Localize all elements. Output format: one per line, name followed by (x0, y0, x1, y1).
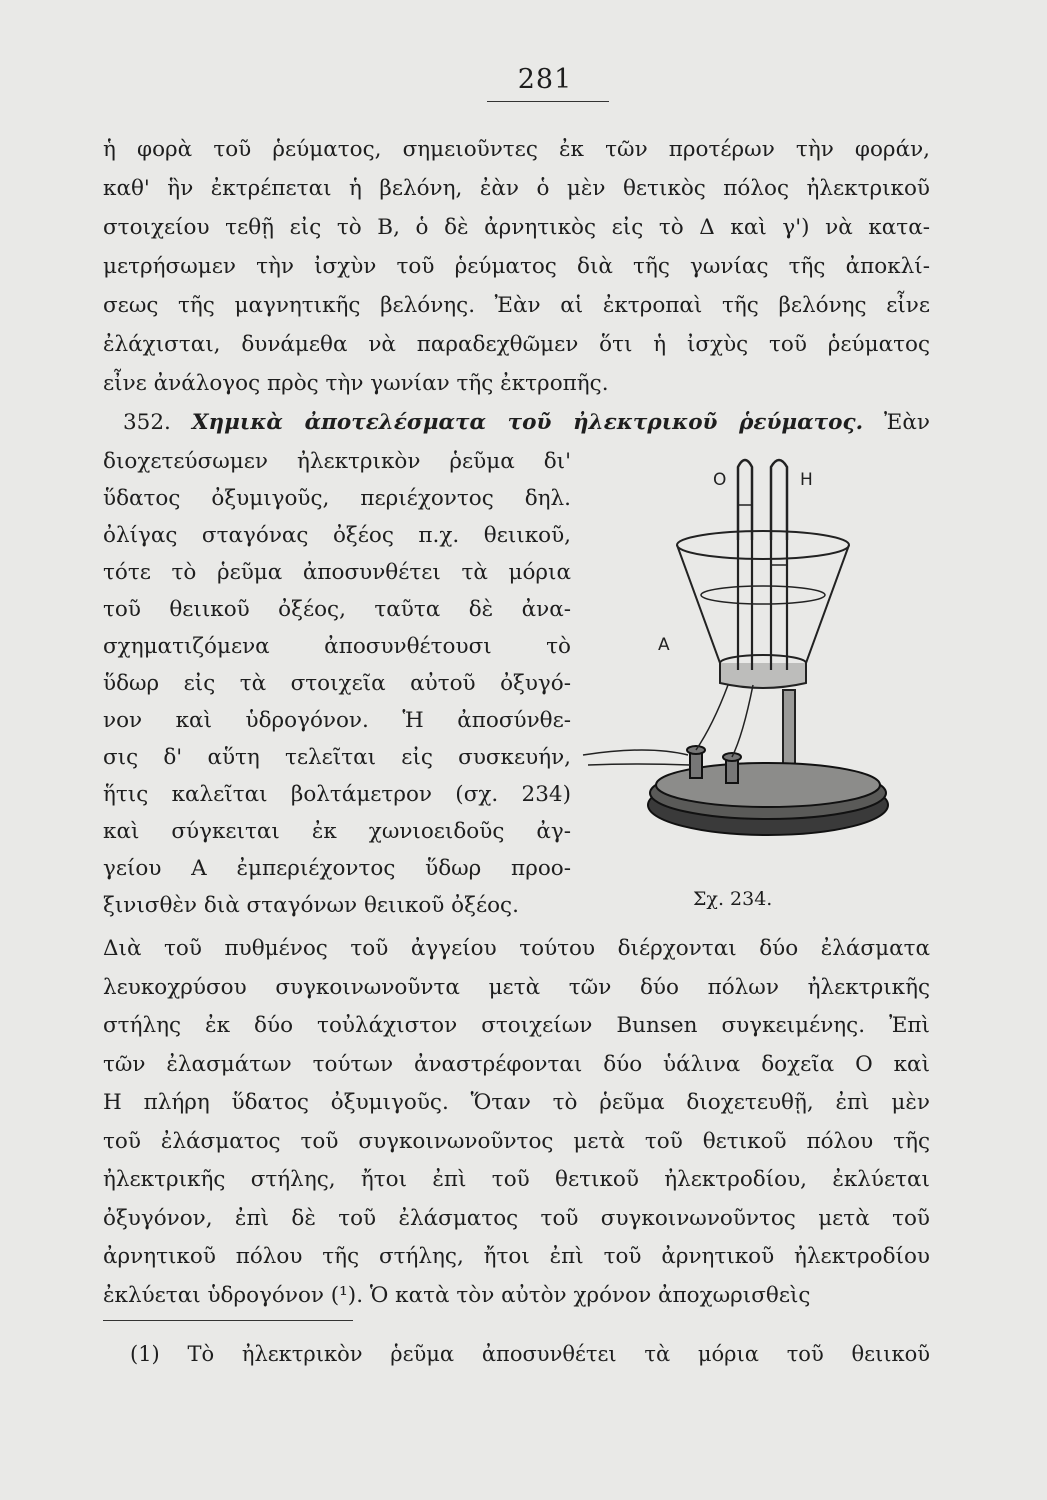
narrow-text-line: σις δ' αὕτη τελεῖται εἰς συσκευήν, (103, 745, 571, 770)
figure-caption: Σχ. 234. (693, 888, 773, 910)
label-o: O (713, 470, 727, 490)
narrow-text-line: καὶ σύγκειται ἐκ χωνιοειδοῦς ἀγ- (103, 819, 571, 844)
wide-text-line: Η πλήρη ὕδατος ὀξυμιγοῦς. Ὅταν τὸ ῥεῦμα διοχετευθῇ, ἐπὶ μὲν (103, 1090, 930, 1115)
narrow-text-line: διοχετεύσωμεν ἠλεκτρικὸν ῥεῦμα δι' (103, 449, 571, 474)
narrow-text-line: ὕδωρ εἰς τὰ στοιχεῖα αὐτοῦ ὀξυγό- (103, 671, 571, 696)
footnote-rule (103, 1320, 353, 1321)
funnel-vessel (677, 531, 849, 688)
wide-text-line: τοῦ ἐλάσματος τοῦ συγκοινωνοῦντος μετὰ τοῦ θετικοῦ πόλου τῆς (103, 1128, 930, 1154)
text-line: ἡ φορὰ τοῦ ῥεύματος, σημειοῦντες ἐκ τῶν προτέρων τὴν φοράν, (103, 137, 930, 162)
narrow-text-line: τότε τὸ ῥεῦμα ἀποσυνθέτει τὰ μόρια (103, 560, 571, 585)
wide-text-line: ἀρνητικοῦ πόλου τῆς στήλης, ἤτοι ἐπὶ τοῦ ἀρνητικοῦ ἠλεκτροδίου (103, 1244, 930, 1269)
voltameter-illustration (578, 445, 940, 870)
wide-text-line: λευκοχρύσου συγκοινωνοῦντα μετὰ τῶν δύο πόλων ἠλεκτρικῆς (103, 974, 930, 1000)
label-h: H (800, 470, 813, 490)
section-first-words: Ἐὰν (884, 410, 930, 435)
wide-text-line: στήλης ἐκ δύο τοὐλάχιστον στοιχείων Bunsen συγκειμένης. Ἐπὶ (103, 1013, 930, 1038)
section-heading-line (123, 406, 930, 440)
figure-voltameter (578, 445, 940, 870)
text-line: μετρήσωμεν τὴν ἰσχὺν τοῦ ῥεύματος διὰ τῆς γωνίας τῆς ἀποκλί- (103, 254, 930, 279)
narrow-text-line: νον καὶ ὑδρογόνον. Ἡ ἀποσύνθε- (103, 708, 571, 733)
test-tube-h (771, 460, 787, 565)
test-tube-o (738, 460, 752, 540)
page-number: 281 (517, 64, 573, 95)
wide-text-line: τῶν ἐλασμάτων τούτων ἀναστρέφονται δύο ὑάλινα δοχεῖα Ο καὶ (103, 1051, 930, 1077)
label-a: A (658, 635, 670, 655)
text-line: σεως τῆς μαγνητικῆς βελόνης. Ἐὰν αἱ ἐκτροπαὶ τῆς βελόνης εἶνε (103, 293, 930, 318)
text-line: καθ' ἣν ἐκτρέπεται ἡ βελόνη, ἐὰν ὁ μὲν θετικὸς πόλος ἠλεκτρικοῦ (103, 176, 930, 201)
wide-text-line: ἠλεκτρικῆς στήλης, ἤτοι ἐπὶ τοῦ θετικοῦ ἠλεκτροδίου, ἐκλύεται (103, 1167, 930, 1192)
section-number: 352. (123, 410, 171, 435)
narrow-text-line: ἥτις καλεῖται βολτάμετρον (σχ. 234) (103, 782, 571, 807)
text-line: ἐλάχισται, δυνάμεθα νὰ παραδεχθῶμεν ὅτι ἡ ἰσχὺς τοῦ ῥεύματος (103, 332, 930, 357)
footnote: (1) Τὸ ἠλεκτρικὸν ῥεῦμα ἀποσυνθέτει τὰ μόρια τοῦ θειικοῦ (130, 1342, 930, 1366)
text-line: στοιχείου τεθῇ εἰς τὸ Β, ὁ δὲ ἀρνητικὸς εἰς τὸ Δ καὶ γ') νὰ κατα- (103, 215, 930, 240)
narrow-text-line: γείου Α ἐμπεριέχοντος ὕδωρ προο- (103, 856, 571, 881)
header-rule (487, 101, 609, 102)
narrow-text-line: ὕδατος ὀξυμιγοῦς, περιέχοντος δηλ. (103, 486, 571, 511)
wide-text-line: Διὰ τοῦ πυθμένος τοῦ ἀγγείου τούτου διέρχονται δύο ἐλάσματα (103, 936, 930, 961)
narrow-text-line: ξινισθὲν διὰ σταγόνων θειικοῦ ὀξέος. (103, 893, 519, 918)
wide-text-line: ὀξυγόνον, ἐπὶ δὲ τοῦ ἐλάσματος τοῦ συγκοινωνοῦντος μετὰ τοῦ (103, 1205, 930, 1231)
section-title: Χημικὰ ἀποτελέσματα τοῦ ἠλεκτρικοῦ ῥεύματος. (191, 410, 864, 435)
wide-text-line: ἐκλύεται ὑδρογόνον (¹). Ὁ κατὰ τὸν αὐτὸν χρόνον ἀποχωρισθεὶς (103, 1282, 811, 1308)
narrow-text-line: τοῦ θειικοῦ ὀξέος, ταῦτα δὲ ἀνα- (103, 597, 571, 622)
base (648, 763, 888, 835)
narrow-text-line: σχηματιζόμενα ἀποσυνθέτουσι τὸ (103, 634, 571, 659)
narrow-text-line: ὀλίγας σταγόνας ὀξέος π.χ. θειικοῦ, (103, 523, 571, 548)
text-line: εἶνε ἀνάλογος πρὸς τὴν γωνίαν τῆς ἐκτροπῆς. (103, 371, 609, 396)
